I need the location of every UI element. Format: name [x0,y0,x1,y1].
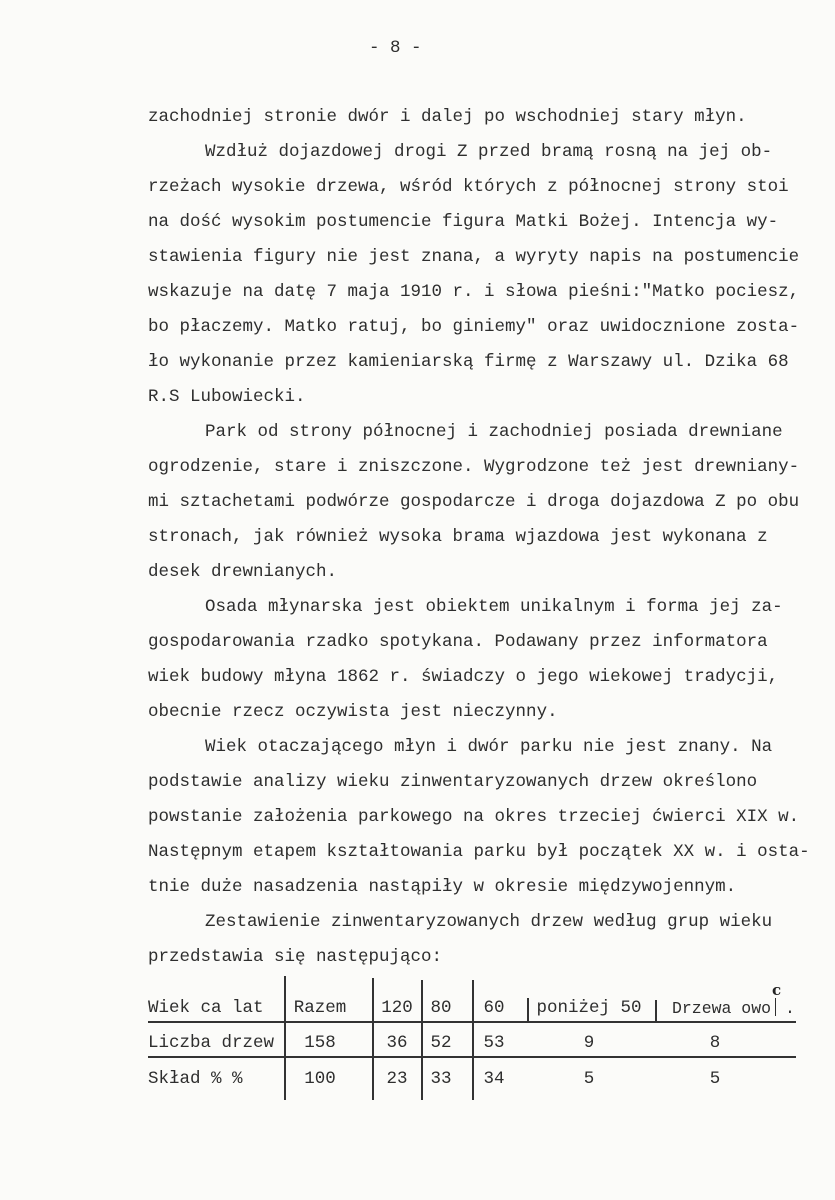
text-line: obecnie rzecz oczywista jest nieczynny. [148,702,558,722]
text-line: R.S Lubowiecki. [148,387,306,407]
table-header-cell-fruit-trees [672,998,795,1018]
paragraph [148,100,818,135]
paragraph [148,415,818,590]
text-line: przedstawia się następująco: [148,947,443,967]
text-line: ogrodzenie, stare i zniszczone. Wygrodzone też jest drewniany- [148,457,800,477]
text-line: Następnym etapem kształtowania parku był początek XX w. i osta- [148,842,810,862]
table-column-divider [527,998,529,1022]
page-number: - 8 - [369,38,422,58]
text-line: Zestawienie zinwentaryzowanych drzew według grup wieku [205,912,773,932]
text-line: stawienia figury nie jest znana, a wyryty napis na postumencie [148,247,800,267]
table-cell: 100 [304,1069,336,1089]
text-line: gospodarowania rzadko spotykana. Podawany przez informatora [148,632,768,652]
text-line: zachodniej stronie dwór i dalej po wschodniej stary młyn. [148,107,747,127]
table-cell: 53 [483,1033,505,1053]
paragraph [148,590,818,730]
body-text [148,100,818,975]
table-row-label: Liczba drzew [148,1033,275,1053]
table-cell: 34 [483,1069,505,1089]
table-cell: 5 [709,1069,721,1089]
text-line: bo płaczemy. Matko ratuj, bo giniemy" oraz uwidocznione zosta- [148,317,800,337]
paragraph [148,135,818,415]
text-line: podstawie analizy wieku zinwentaryzowanych drzew określono [148,772,758,792]
table-cell: 158 [304,1033,336,1053]
table-header-cell: poniżej 50 [536,998,642,1018]
text-line: Wzdłuż dojazdowej drogi Z przed bramą rosną na jej ob- [205,142,773,162]
text-line: rzeżach wysokie drzewa, wśród których z północnej strony stoi [148,177,789,197]
handwritten-correction: c [772,981,782,999]
text-line: tnie duże nasadzenia nastąpiły w okresie międzywojennym. [148,877,737,897]
fruit-header-typed: Drzewa owo [672,999,772,1018]
table-cell: 23 [386,1069,408,1089]
text-line: ło wykonanie przez kamieniarską firmę z Warszawy ul. Dzika 68 [148,352,789,372]
table-cell: 9 [583,1033,595,1053]
table-header-cell: Wiek ca lat [148,998,264,1018]
paragraph [148,905,818,975]
table-header-cell: 120 [381,998,413,1018]
paragraph [148,730,818,905]
table-row-divider [148,1056,796,1058]
text-line: mi sztachetami podwórze gospodarcze i droga dojazdowa Z po obu [148,492,800,512]
table-cell: 33 [430,1069,452,1089]
table-row-divider [148,1021,796,1023]
table-cell: 8 [709,1033,721,1053]
table-cell: 5 [583,1069,595,1089]
typo-strike-mark [775,998,785,1016]
text-line: wskazuje na datę 7 maja 1910 r. i słowa pieśni:"Matko pociesz, [148,282,800,302]
table-cell: 36 [386,1033,408,1053]
text-line: na dość wysokim postumencie figura Matki Bożej. Intencja wy- [148,212,779,232]
table-header-cell: 80 [430,998,452,1018]
table-column-divider [655,1000,657,1022]
text-line: Wiek otaczającego młyn i dwór parku nie jest znany. Na [205,737,773,757]
text-line: Park od strony północnej i zachodniej posiada drewniane [205,422,783,442]
table-cell: 52 [430,1033,452,1053]
table-header-cell: Razem [293,998,347,1018]
text-line: wiek budowy młyna 1862 r. świadczy o jego wiekowej tradycji, [148,667,779,687]
text-line: Osada młynarska jest obiektem unikalnym i forma jej za- [205,597,783,617]
table-column-divider [372,978,374,1100]
text-line: powstanie założenia parkowego na okres trzeciej ćwierci XIX w. [148,807,800,827]
fruit-header-end: . [785,999,795,1018]
text-line: stronach, jak również wysoka brama wjazdowa jest wykonana z [148,527,768,547]
text-line: desek drewnianych. [148,562,338,582]
table-row-label: Skład % % [148,1069,243,1089]
table-header-cell: 60 [483,998,505,1018]
